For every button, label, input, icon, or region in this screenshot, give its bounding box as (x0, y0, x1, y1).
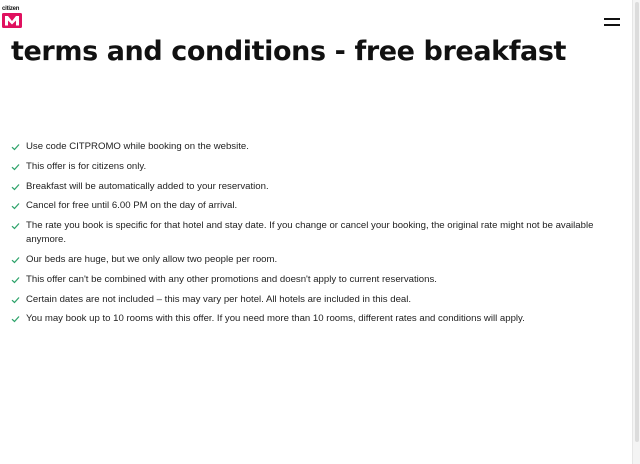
term-text: Breakfast will be automatically added to your reservation. (26, 180, 269, 192)
term-text: Certain dates are not included – this may vary per hotel. All hotels are included in this deal. (26, 293, 412, 305)
list-item (11, 293, 621, 307)
term-text: Cancel for free until 6.00 PM on the day of arrival. (26, 200, 238, 212)
term-text: This offer can't be combined with any other promotions and doesn't apply to current reservations. (26, 273, 437, 285)
list-item (11, 273, 621, 287)
list-item (11, 219, 621, 247)
logo-wordmark: citizen (2, 6, 20, 12)
term-text: This offer is for citizens only. (26, 160, 147, 172)
page-title: terms and conditions - free breakfast (11, 36, 567, 67)
list-item (11, 140, 621, 154)
list-item (11, 160, 621, 174)
list-item (11, 312, 621, 326)
check-icon (11, 256, 20, 264)
list-item (11, 253, 621, 267)
scrollbar-thumb[interactable] (635, 2, 639, 442)
logo-m-icon (2, 13, 22, 28)
list-item (11, 180, 621, 194)
check-icon (11, 315, 20, 323)
term-text: Our beds are huge, but we only allow two people per room. (26, 253, 278, 265)
check-icon (11, 163, 20, 171)
check-icon (11, 296, 20, 304)
term-text: The rate you book is specific for that hotel and stay date. If you change or cancel your booking, the original rate might not be available anymore. (26, 220, 594, 246)
scrollbar[interactable] (632, 0, 640, 464)
check-icon (11, 202, 20, 210)
term-text: You may book up to 10 rooms with this offer. If you need more than 10 rooms, different rates and conditions will apply. (26, 313, 525, 325)
check-icon (11, 143, 20, 151)
term-text: Use code CITPROMO while booking on the website. (26, 141, 249, 152)
terms-list (11, 140, 621, 332)
list-item (11, 199, 621, 213)
check-icon (11, 183, 20, 191)
hamburger-menu-icon[interactable] (604, 15, 622, 29)
check-icon (11, 276, 20, 284)
citizenm-logo[interactable] (2, 6, 22, 28)
check-icon (11, 222, 20, 230)
